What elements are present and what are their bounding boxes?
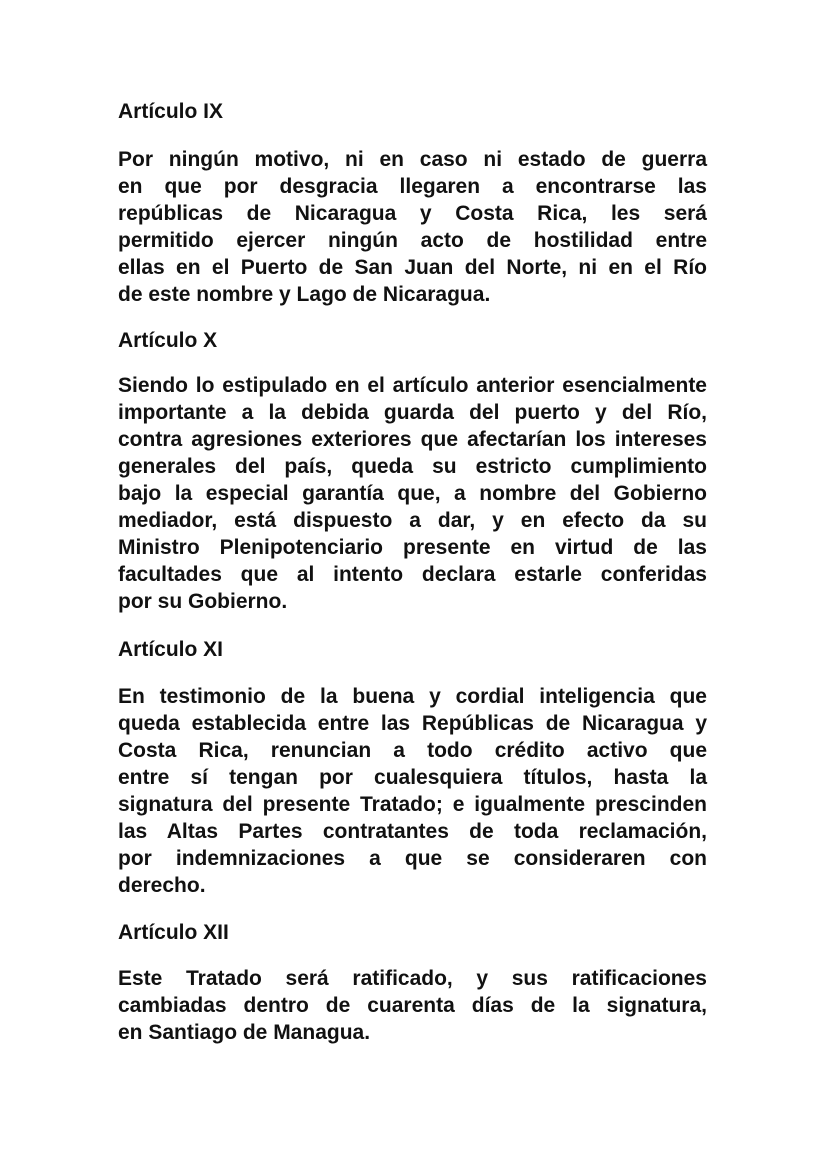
text-line: Por ningún motivo, ni en caso ni estado de guerra <box>118 148 707 171</box>
text-line: por su Gobierno. <box>118 590 288 613</box>
text-line: en Santiago de Managua. <box>118 1021 371 1044</box>
article-paragraph <box>118 146 707 308</box>
text-line: contra agresiones exteriores que afectarían los intereses <box>118 428 707 451</box>
text-line: Siendo lo estipulado en el artículo anterior esencialmente <box>118 374 707 397</box>
text-line: queda establecida entre las Repúblicas de Nicaragua y <box>118 712 707 735</box>
text-line: repúblicas de Nicaragua y Costa Rica, les será <box>118 202 707 225</box>
text-line: en que por desgracia llegaren a encontrarse las <box>118 175 707 198</box>
article-paragraph <box>118 965 707 1046</box>
article-heading: Artículo XI <box>118 638 224 661</box>
text-line: derecho. <box>118 874 206 897</box>
text-line: generales del país, queda su estricto cumplimiento <box>118 455 707 478</box>
text-line: de este nombre y Lago de Nicaragua. <box>118 283 491 306</box>
text-line: En testimonio de la buena y cordial inteligencia que <box>118 685 707 708</box>
text-line: las Altas Partes contratantes de toda reclamación, <box>118 820 707 843</box>
text-line: permitido ejercer ningún acto de hostilidad entre <box>118 229 707 252</box>
article-paragraph <box>118 372 707 615</box>
article-heading: Artículo X <box>118 329 218 352</box>
text-line: cambiadas dentro de cuarenta días de la signatura, <box>118 994 707 1017</box>
text-line: mediador, está dispuesto a dar, y en efecto da su <box>118 509 707 532</box>
text-line: bajo la especial garantía que, a nombre del Gobierno <box>118 482 707 505</box>
text-line: entre sí tengan por cualesquiera títulos, hasta la <box>118 766 707 789</box>
text-line: Este Tratado será ratificado, y sus ratificaciones <box>118 967 707 990</box>
text-line: Costa Rica, renuncian a todo crédito activo que <box>118 739 707 762</box>
text-line: signatura del presente Tratado; e igualmente prescinden <box>118 793 707 816</box>
text-line: importante a la debida guarda del puerto y del Río, <box>118 401 707 424</box>
text-line: ellas en el Puerto de San Juan del Norte, ni en el Río <box>118 256 707 279</box>
text-line: por indemnizaciones a que se consideraren con <box>118 847 707 870</box>
article-paragraph <box>118 683 707 899</box>
text-line: facultades que al intento declara estarle conferidas <box>118 563 707 586</box>
text-line: Ministro Plenipotenciario presente en virtud de las <box>118 536 707 559</box>
article-heading: Artículo IX <box>118 100 224 123</box>
article-heading: Artículo XII <box>118 921 229 944</box>
